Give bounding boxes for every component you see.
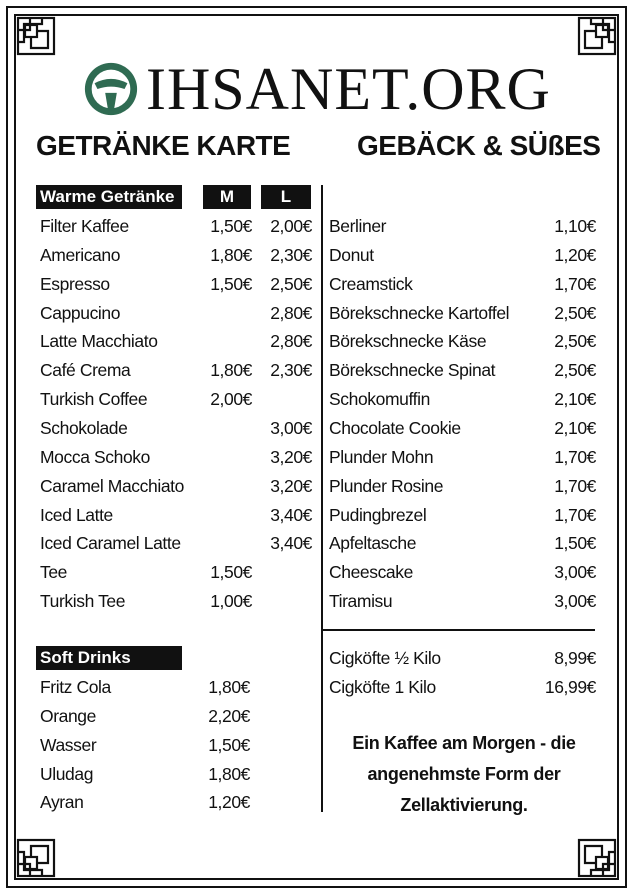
column-divider [321,185,323,812]
item-name: Plunder Mohn [329,446,434,467]
bakery-row [329,270,596,299]
warm-drink-row [40,270,315,299]
price-l: 2,80€ [270,331,312,352]
extras-row [329,673,596,702]
price-m: 1,50€ [210,216,252,236]
section-divider [323,629,595,631]
size-m-header: M [203,185,251,209]
price-l: 3,40€ [270,504,312,525]
extras-row [329,644,596,673]
item-name: Americano [40,244,121,265]
item-price: 1,20€ [554,244,596,265]
bakery-row [329,443,596,472]
warm-drink-row [40,327,315,356]
item-name: Cigköfte ½ Kilo [329,648,441,668]
price-m: 1,80€ [210,360,252,381]
corner-ornament-icon [577,838,617,878]
item-price: 1,80€ [208,763,250,784]
item-name: Börekschnecke Spinat [329,360,496,381]
item-price: 1,70€ [554,446,596,467]
price-m: 2,00€ [210,389,252,410]
bakery-row [329,327,596,356]
item-price: 2,10€ [554,389,596,410]
item-name: Cappucino [40,302,121,323]
item-name: Wasser [40,734,97,755]
item-name: Cheescake [329,562,413,583]
item-name: Börekschnecke Käse [329,331,487,352]
brand-name: IHSANET.ORG [146,56,551,122]
item-name: Plunder Rosine [329,475,444,496]
price-l: 3,40€ [270,533,312,554]
item-price: 1,70€ [554,475,596,496]
item-name: Creamstick [329,273,413,294]
item-price: 1,20€ [208,792,250,813]
bakery-heading: GEBÄCK & SÜßES [357,130,601,161]
item-name: Schokolade [40,417,128,438]
item-price: 3,00€ [554,562,596,583]
item-price: 16,99€ [544,676,596,697]
warm-drink-row [40,241,315,270]
item-name: Turkish Tee [40,591,126,612]
corner-ornament-icon [16,16,56,56]
price-m: 1,00€ [210,591,252,612]
warm-drink-row [40,443,315,472]
item-price: 2,50€ [554,331,596,352]
price-m: 1,50€ [210,273,252,294]
bakery-row [329,241,596,270]
corner-ornament-icon [16,838,56,878]
item-name: Mocca Schoko [40,446,150,467]
item-name: Café Crema [40,360,131,381]
bakery-row [329,587,596,616]
warm-drinks-header: Warme Getränke [36,185,182,209]
steering-wheel-logo-icon [82,60,140,118]
size-l-header: L [261,185,311,209]
corner-ornament-icon [577,16,617,56]
soft-drink-row [40,702,255,731]
item-name: Tee [40,562,68,583]
soft-drink-row [40,673,255,702]
item-name: Börekschnecke Kartoffel [329,302,510,323]
item-price: 1,70€ [554,273,596,294]
bakery-row [329,472,596,501]
warm-drink-row [40,587,315,616]
price-l: 2,00€ [270,216,312,236]
warm-drink-row [40,299,315,328]
quote-line: Zellaktivierung. [400,795,528,815]
soft-drink-row [40,788,255,817]
bakery-row [329,501,596,530]
item-name: Chocolate Cookie [329,417,461,438]
item-name: Espresso [40,273,110,294]
item-name: Schokomuffin [329,389,430,410]
price-l: 2,80€ [270,302,312,323]
item-name: Filter Kaffee [40,216,129,236]
item-name: Turkish Coffee [40,389,148,410]
item-price: 2,50€ [554,360,596,381]
price-l: 2,30€ [270,244,312,265]
drinks-heading: GETRÄNKE KARTE [36,130,291,161]
bakery-row [329,558,596,587]
item-name: Apfeltasche [329,533,417,554]
warm-drink-row [40,501,315,530]
bakery-row [329,356,596,385]
warm-drink-row [40,385,315,414]
item-name: Ayran [40,792,84,813]
item-name: Iced Latte [40,504,113,525]
soft-drink-row [40,731,255,760]
item-price: 1,50€ [208,734,250,755]
item-price: 8,99€ [554,648,596,668]
brand-logo [82,58,551,120]
item-name: Uludag [40,763,94,784]
warm-drink-row [40,356,315,385]
soft-drink-row [40,760,255,789]
item-name: Caramel Macchiato [40,475,184,496]
item-price: 2,10€ [554,417,596,438]
item-name: Fritz Cola [40,677,111,697]
price-l: 2,50€ [270,273,312,294]
item-price: 1,80€ [208,677,250,697]
warm-drink-row [40,558,315,587]
warm-drink-row [40,472,315,501]
item-name: Orange [40,705,96,726]
item-price: 1,10€ [554,216,596,236]
price-l: 2,30€ [270,360,312,381]
item-price: 1,50€ [554,533,596,554]
item-name: Iced Caramel Latte [40,533,181,554]
price-m: 1,50€ [210,562,252,583]
quote-line: angenehmste Form der [367,764,561,784]
item-name: Tiramisu [329,591,393,612]
soft-drinks-header: Soft Drinks [36,646,182,670]
price-l: 3,20€ [270,475,312,496]
item-price: 2,50€ [554,302,596,323]
coffee-quote [329,728,599,821]
bakery-row [329,299,596,328]
price-l: 3,00€ [270,417,312,438]
bakery-row [329,385,596,414]
item-price: 3,00€ [554,591,596,612]
price-m: 1,80€ [210,244,252,265]
item-name: Pudingbrezel [329,504,427,525]
item-name: Latte Macchiato [40,331,158,352]
item-price: 2,20€ [208,705,250,726]
quote-line: Ein Kaffee am Morgen - die [352,733,576,753]
item-name: Donut [329,244,374,265]
bakery-row [329,414,596,443]
warm-drink-row [40,212,315,241]
item-name: Cigköfte 1 Kilo [329,676,436,697]
warm-drink-row [40,529,315,558]
item-price: 1,70€ [554,504,596,525]
item-name: Berliner [329,216,387,236]
price-l: 3,20€ [270,446,312,467]
bakery-row [329,529,596,558]
warm-drink-row [40,414,315,443]
bakery-row [329,212,596,241]
